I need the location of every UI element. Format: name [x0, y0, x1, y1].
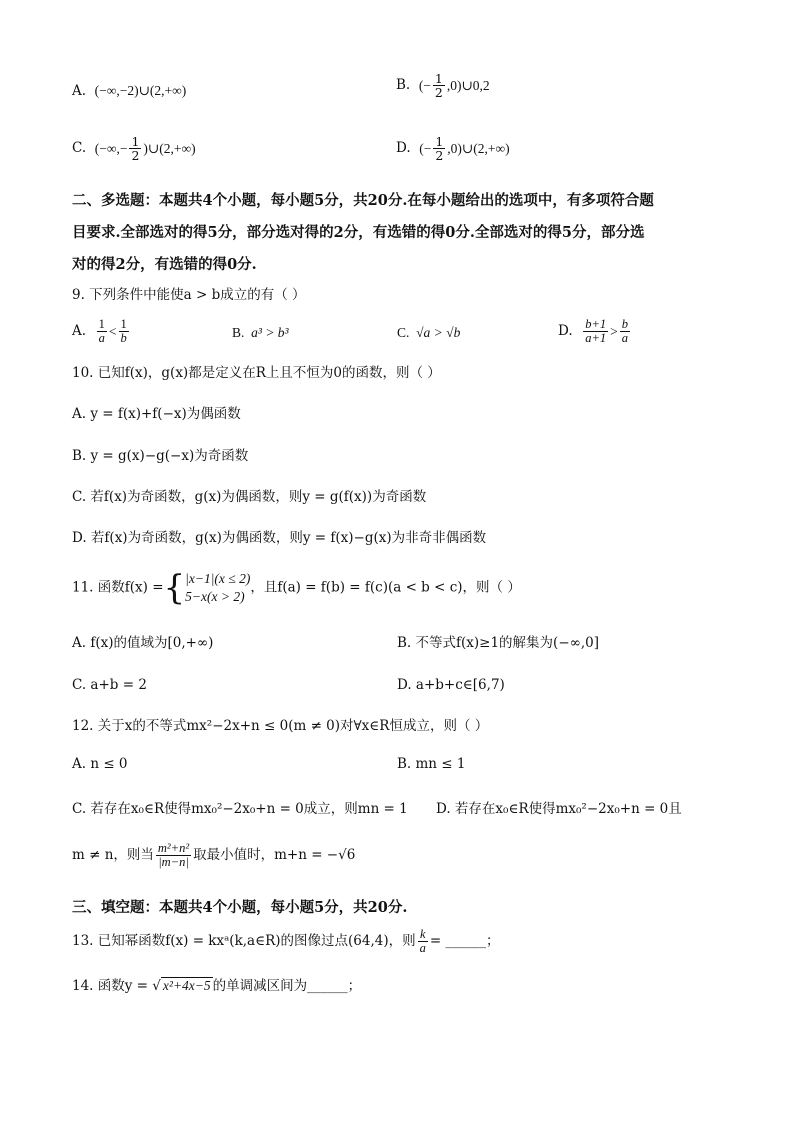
q10-option-c: C. 若f(x)为奇函数，g(x)为偶函数，则y = g(f(x))为奇函数 — [72, 489, 427, 505]
q9-option-d: D. $\frac{b+1}{a+1}$ > $\frac{b}{a}$ — [558, 317, 629, 346]
q13: 13. 已知幂函数f(x) = kxᵃ(k,a∈R)的图像过点(64,4)，则 $\frac{k}{a}$ = ______； — [72, 927, 500, 956]
q11-option-a: A. f(x)的值域为[0,+∞) — [72, 635, 214, 651]
q10-option-d: D. 若f(x)为奇函数，g(x)为偶函数，则y = f(x)−g(x)为非奇非偶函数 — [72, 530, 487, 546]
q12-option-a: A. n ≤ 0 — [72, 756, 128, 772]
q12-stem: 12. 关于x的不等式mx²−2x+n ≤ 0(m ≠ 0)对∀x∈R恒成立，则（ ） — [72, 718, 489, 734]
section3-title: 三、填空题：本题共4个小题，每小题5分，共20分. — [72, 899, 408, 916]
q11-case1: |x−1|(x ≤ 2) — [185, 571, 251, 586]
q9-stem: 9. 下列条件中能使a > b成立的有（ ） — [72, 287, 306, 303]
section2-line2: 目要求.全部选对的得5分，部分选对得的2分，有选错的得0分.全部选对的得5分，部分选 — [72, 224, 645, 241]
q14: 14. 函数y = √ x²+4x−5 的单调减区间为______； — [72, 978, 362, 994]
q10-stem: 10. 已知f(x)，g(x)都是定义在R上且不恒为0的函数，则（ ） — [72, 365, 441, 381]
section2-line1: 二、多选题：本题共4个小题，每小题5分，共20分.在每小题给出的选项中，有多项符合题 — [72, 192, 654, 209]
q10-option-b: B. y = g(x)−g(−x)为奇函数 — [72, 448, 249, 464]
q8-option-b: B. (− $\frac{1}{2}$ ,0)∪0,2 — [396, 71, 490, 101]
q8-option-a: A. (−∞,−2)∪(2,+∞) — [72, 83, 187, 99]
q14-radicand: x²+4x−5 — [162, 978, 211, 993]
q9-option-a: A. $\frac{1}{a}$ < $\frac{1}{b}$ — [72, 317, 127, 346]
q11-option-b: B. 不等式f(x)≥1的解集为(−∞,0] — [397, 635, 600, 651]
q9-option-b: B. a³ > b³ — [232, 325, 289, 340]
q11-option-c: C. a+b = 2 — [72, 677, 147, 693]
q9-option-c: C. √a > √b — [397, 325, 461, 340]
q12-option-c: C. 若存在x₀∈R使得mx₀²−2x₀+n = 0成立，则mn = 1 — [72, 801, 408, 817]
q11-option-d: D. a+b+c∈[6,7) — [397, 677, 505, 693]
q8-option-d: D. (− $\frac{1}{2}$ ,0)∪(2,+∞) — [396, 134, 510, 164]
q12-option-d-continued: m ≠ n，则当 $\frac{\text{m²+n²}}{|m-n|}$ 取最小值时，m+n = −√6 — [72, 841, 356, 870]
q12-option-b: B. mn ≤ 1 — [397, 756, 466, 772]
q8-option-a-expr: (−∞,−2)∪(2,+∞) — [94, 83, 187, 98]
q11-stem: 11. 函数f(x) ={ |x−1|(x ≤ 2) 5−x(x > 2) ，且f(a) = f(b) = f(c)(a < b < c)，则（ ） — [72, 568, 521, 609]
section2-line3: 对的得2分，有选错的得0分. — [72, 256, 257, 273]
q12-option-d: D. 若存在x₀∈R使得mx₀²−2x₀+n = 0且 — [436, 801, 682, 817]
q11-case2: 5−x(x > 2) — [185, 589, 245, 605]
q8-option-c: C. (−∞,− $\frac{1}{2}$ )∪(2,+∞) — [72, 134, 196, 164]
q10-option-a: A. y = f(x)+f(−x)为偶函数 — [72, 406, 241, 422]
